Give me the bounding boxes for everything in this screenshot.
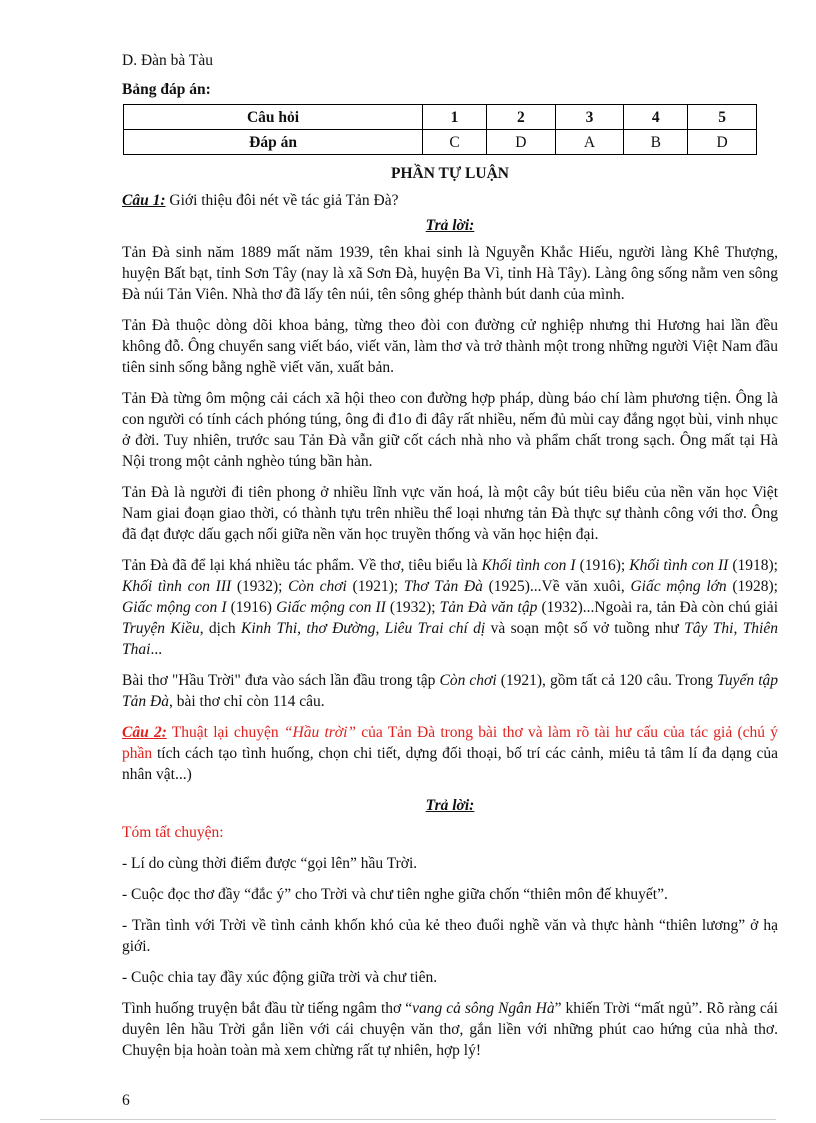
question-1-label: Câu 1:	[122, 192, 166, 209]
table-cell: 2	[486, 105, 555, 130]
paragraph-3: Tản Đà từng ôm mộng cải cách xã hội theo con đường hợp pháp, dùng báo chí làm phương tiện. Ông là con người có tính cách phóng túng, ông đi đ1o đi đây rất nhiều, nếm đủ mùi cay đắng ngọt bùi, vinh nhục ở đời. Tuy nhiên, trước sau Tản Đà vẫn giữ cốt cách nhà nho và phẩm chất trong sạch. Ông mất tại Hà Nội trong một cảnh nghèo túng bần hàn.	[122, 390, 778, 470]
text-run: (1925)...Về văn xuôi,	[482, 578, 631, 595]
work-title: Thơ Tản Đà	[403, 578, 483, 595]
paragraph-4: Tản Đà là người đi tiên phong ở nhiều lĩnh vực văn hoá, là một cây bút tiêu biểu của nền văn học Việt Nam giai đoạn giao thời, có thành tựu trên nhiều thể loại nhưng tản Đà thực sự thành công với thơ. Ông đã đạt được dấu gạch nối giữa nền văn học truyền thống và văn học hiện đại.	[122, 484, 778, 543]
work-title: Khối tình con I	[481, 557, 576, 574]
work-title: Giấc mộng con II	[276, 599, 386, 616]
work-title: Truyện Kiều	[122, 620, 200, 637]
text-run: Thuật lại chuyện	[166, 724, 284, 741]
work-title: Tản Đà văn tập	[439, 599, 538, 616]
option-d: D. Đàn bà Tàu	[122, 52, 213, 69]
table-cell: Đáp án	[124, 130, 423, 155]
summary-title: Tóm tất chuyện:	[122, 824, 224, 841]
answer-table	[123, 104, 757, 155]
text-run: (1921), gồm tất cả 120 câu. Trong	[496, 672, 718, 689]
text-run: (1928);	[726, 578, 778, 595]
work-title: “Hầu trời”	[283, 724, 357, 741]
table-cell: D	[486, 130, 555, 155]
question-2-label: Câu 2:	[122, 724, 167, 741]
text-run: Tình huống truyện bắt đầu từ tiếng ngâm thơ “	[122, 1000, 413, 1017]
table-cell: 1	[423, 105, 487, 130]
work-title: Khối tình con III	[122, 578, 232, 595]
text-run: (1916)	[226, 599, 277, 616]
list-item: - Cuộc đọc thơ đầy “đắc ý” cho Trời và chư tiên nghe giữa chốn “thiên môn đế khuyết”.	[122, 886, 668, 903]
work-title: Kinh Thi, thơ Đường, Liêu Trai chí dị	[240, 620, 486, 637]
question-1-text: Giới thiệu đôi nét về tác giả Tản Đà?	[165, 192, 399, 209]
text-run: , bài thơ chỉ còn 114 câu.	[168, 693, 325, 710]
page-number: 6	[122, 1092, 130, 1109]
paragraph-1: Tản Đà sinh năm 1889 mất năm 1939, tên khai sinh là Nguyễn Khắc Hiếu, người làng Khê Thượng, huyện Bất bạt, tỉnh Sơn Tây (nay là xã Sơn Đà, huyện Ba Vì, tỉnh Hà Tây). Làng ông sống nằm ven sông Đà núi Tản Viên. Nhà thơ đã lấy tên núi, tên sông ghép thành bút danh của mình.	[122, 244, 778, 303]
text-run: (1916);	[575, 557, 630, 574]
table-cell: 3	[555, 105, 624, 130]
list-item: - Cuộc chia tay đầy xúc động giữa trời và chư tiên.	[122, 969, 438, 986]
text-run: tích cách tạo tình huống, chọn chi tiết, dựng đối thoại, bố trí các cảnh, miêu tả tâm lí đa dạng của nhân vật...)	[122, 745, 778, 783]
text-run: , dịch	[199, 620, 241, 637]
paragraph-2: Tản Đà thuộc dòng dõi khoa bảng, từng theo đòi con đường cử nghiệp nhưng thi Hương hai lần đều không đỗ. Ông chuyển sang viết báo, viết văn, làm thơ và trở thành một trong những người Việt Nam đầu tiên sinh sống bằng nghề viết văn, xuất bản.	[122, 317, 778, 376]
text-run: (1932)...Ngoài ra, tản Đà còn chú giải	[537, 599, 778, 616]
text-run: ...	[150, 641, 163, 658]
table-cell: D	[688, 130, 757, 155]
table-cell: A	[555, 130, 624, 155]
list-item: - Trần tình với Trời về tình cảnh khốn khó của kẻ theo đuổi nghề văn và thực hành “thiên lương” ở hạ giới.	[122, 917, 778, 955]
table-cell: 4	[624, 105, 688, 130]
table-cell: Câu hỏi	[124, 105, 423, 130]
text-run: Bài thơ "Hầu Trời" đưa vào sách lần đầu trong tập	[122, 672, 440, 689]
text-run: (1921);	[346, 578, 404, 595]
work-title: Tây Thi, Thiên Thai	[122, 620, 778, 658]
answer-heading-2: Trả lời:	[425, 797, 475, 814]
list-item: - Lí do cùng thời điểm được “gọi lên” hầu Trời.	[122, 855, 418, 872]
question-1	[122, 190, 778, 211]
work-title: Tuyển tập Tản Đà	[122, 672, 779, 710]
paragraph-6	[122, 670, 778, 712]
text-run: (1932);	[385, 599, 440, 616]
work-title: Còn chơi	[288, 578, 347, 595]
text-run: (1932);	[231, 578, 289, 595]
answer-table-title: Bảng đáp án:	[122, 81, 211, 98]
text-run: Tản Đà đã để lại khá nhiều tác phẩm. Về thơ, tiêu biểu là	[122, 557, 482, 574]
table-cell: C	[423, 130, 487, 155]
answer-heading-1: Trả lời:	[425, 217, 475, 234]
document-page	[122, 50, 778, 1071]
text-run: và soạn một số vở tuồng như	[485, 620, 685, 637]
work-title: Giấc mộng lớn	[630, 578, 727, 595]
work-title: Giấc mộng con I	[122, 599, 227, 616]
paragraph-5	[122, 555, 778, 660]
table-row	[124, 105, 757, 130]
table-cell: 5	[688, 105, 757, 130]
table-cell: B	[624, 130, 688, 155]
work-title: Còn chơi	[439, 672, 497, 689]
text-run: của Tản Đà trong bài thơ và làm rõ tài hư cấu của tác giả (chú ý phần	[122, 724, 778, 762]
table-row	[124, 130, 757, 155]
work-title: Khối tình con II	[629, 557, 729, 574]
paragraph-last	[122, 998, 778, 1061]
text-run: ” khiến Trời “mất ngủ”. Rõ ràng cái duyên lên hầu Trời gắn liền với cái chuyện văn thơ, gắn liền với những phút cao hứng của nhà thơ. Chuyện bịa hoàn toàn mà xem chừng rất tự nhiên, hợp lý!	[122, 1000, 778, 1059]
quote: vang cả sông Ngân Hà	[412, 1000, 555, 1017]
section-title: PHẦN TỰ LUẬN	[391, 165, 509, 182]
footer-divider	[40, 1119, 776, 1120]
text-run: (1918);	[728, 557, 778, 574]
question-2	[122, 722, 778, 785]
